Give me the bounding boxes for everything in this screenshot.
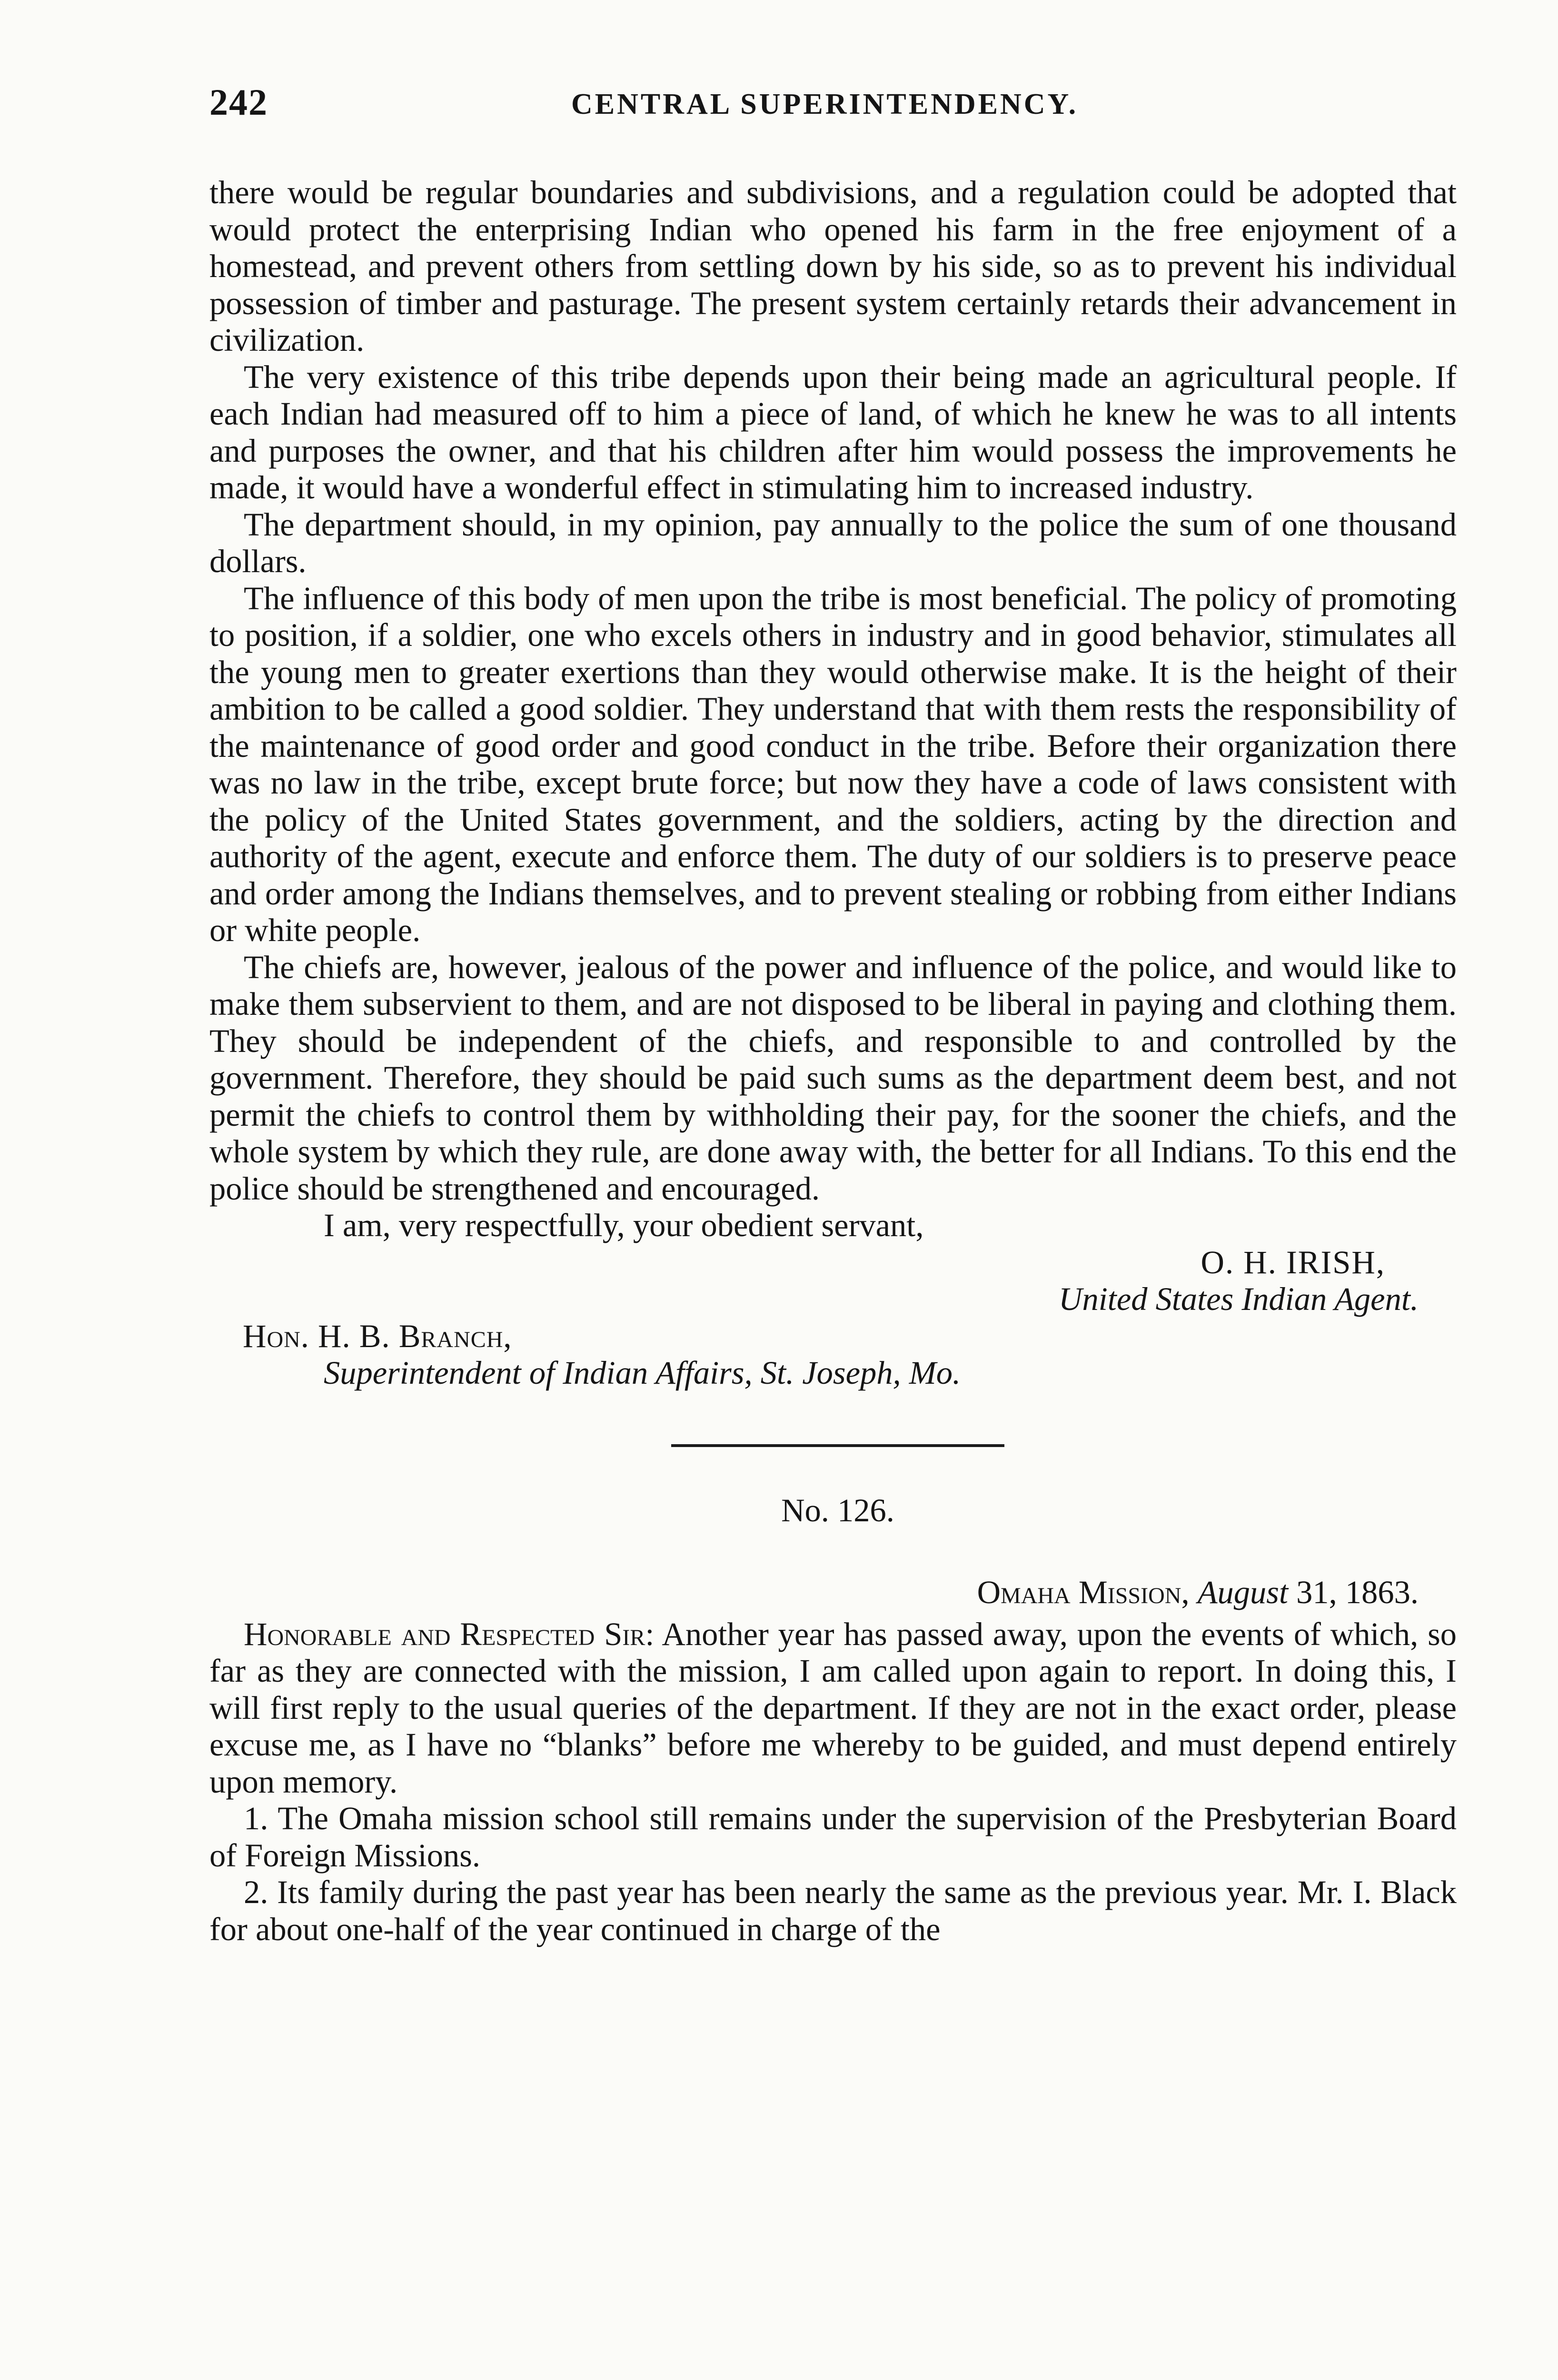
page-header (209, 81, 1457, 133)
signature-title: United States Indian Agent. (1059, 1281, 1419, 1317)
section-divider (671, 1444, 1004, 1447)
complimentary-close: I am, very respectfully, your obedient servant, (324, 1207, 924, 1243)
page-number: 242 (209, 81, 268, 123)
letter-opening-paragraph (209, 1616, 1457, 1801)
paragraph: The department should, in my opinion, pay annually to the police the sum of one thousand dollars. (209, 506, 1457, 579)
document-number: No. 126. (781, 1492, 894, 1528)
dateline-place: Omaha Mission, (977, 1574, 1190, 1610)
dateline (209, 1574, 1457, 1611)
addressee-name: Hon. H. B. Branch, (243, 1318, 512, 1354)
paragraph: The influence of this body of men upon the tribe is most beneficial. The policy of promoting to position, if a soldier, one who excels others in industry and in good behavior, stimulates all the young men to greater exertions than they would otherwise make. It is the height of their ambition to be called a good soldier. They understand that with them rests the responsibility of the maintenance of good order and good conduct in the tribe. Before their organization there was no law in the tribe, except brute force; but now they have a code of laws consistent with the policy of the United States government, and the soldiers, acting by the direction and authority of the agent, execute and enforce them. The duty of our soldiers is to preserve peace and order among the Indians themselves, and to prevent stealing or robbing from either Indians or white people. (209, 580, 1457, 948)
paragraph: The chiefs are, however, jealous of the power and influence of the police, and would like to make them subservient to them, and are not disposed to be liberal in paying and clothing them. They should be independent of the chiefs, and responsible to and controlled by the government. Therefore, they should be paid such sums as the department deem best, and not permit the chiefs to control them by withholding their pay, for the sooner the chiefs, and the whole system by which they rule, are done away with, the better for all Indians. To this end the police should be strengthened and encouraged. (209, 949, 1457, 1207)
paragraph-continued: there would be regular boundaries and subdivisions, and a regulation could be adopted that would protect the enterprising Indian who opened his farm in the free enjoyment of a homestead, and prevent others from settling down by his side, so as to prevent his individual possession of timber and pasturage. The present system certainly retards their advancement in civilization. (209, 174, 1457, 358)
running-head: CENTRAL SUPERINTENDENCY. (571, 88, 1079, 120)
numbered-item: 2. Its family during the past year has been nearly the same as the previous year. Mr. I. Black for about one-half of the year continued in charge of the (209, 1874, 1457, 1947)
paragraph: The very existence of this tribe depends upon their being made an agricultural people. If each Indian had measured off to him a piece of land, of which he knew he was to all intents and purposes the owner, and that his children after him would possess the improvements he made, it would have a wonderful effect in stimulating him to increased industry. (209, 358, 1457, 506)
dateline-month: August (1197, 1574, 1288, 1610)
signature-name: O. H. IRISH, (1201, 1244, 1385, 1280)
salutation: Honorable and Respected Sir: (244, 1616, 655, 1652)
dateline-day-year: 31, 1863. (1296, 1574, 1419, 1610)
body-text (209, 174, 1457, 1948)
letter-opening: Another year has passed away, upon the events of which, so far as they are connected with the mission, I am called upon again to report. In doing this, I will first reply to the usual queries of the department. If they are not in the exact order, please excuse me, as I have no “blanks” before me whereby to be guided, and must depend entirely upon memory. (209, 1616, 1457, 1800)
numbered-item: 1. The Omaha mission school still remains under the supervision of the Presbyterian Board of Foreign Missions. (209, 1800, 1457, 1874)
addressee-title: Superintendent of Indian Affairs, St. Joseph, Mo. (324, 1355, 961, 1391)
